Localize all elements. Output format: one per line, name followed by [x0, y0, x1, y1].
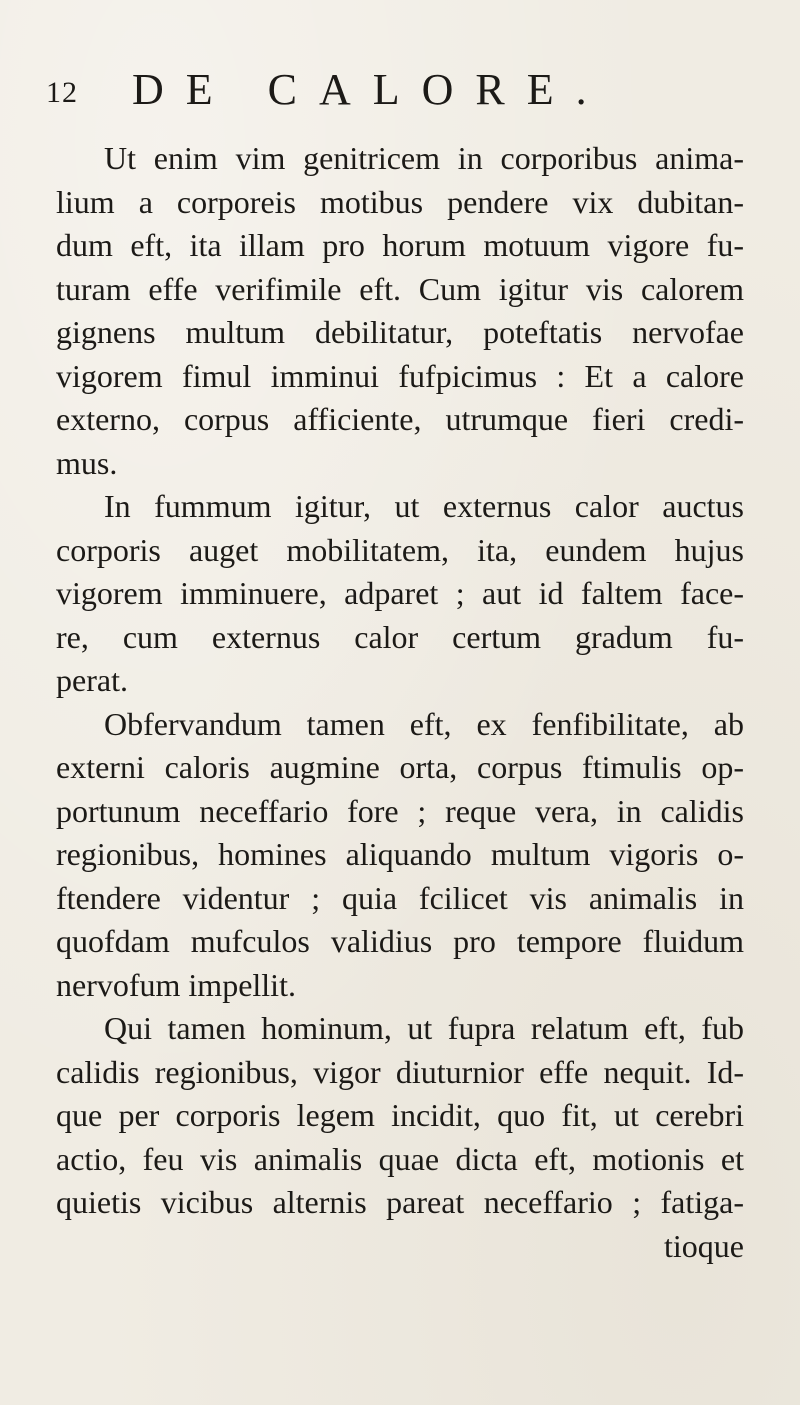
- text-line: In fummum igitur, ut externus calor auctus: [104, 488, 744, 524]
- text-line: Ut enim vim genitricem in corporibus anima-: [104, 140, 744, 176]
- text-line: corporis auget mobilitatem, ita, eundem hujus: [56, 531, 744, 568]
- text-line: ftendere videntur ; quia fcilicet vis animalis in: [56, 879, 744, 916]
- text-line: mus.: [56, 444, 118, 481]
- text-line: actio, feu vis animalis quae dicta eft, motionis et: [56, 1140, 744, 1177]
- text-line: portunum neceffario fore ; reque vera, in calidis: [56, 792, 744, 829]
- text-line: Obfervandum tamen eft, ex fenfibilitate, ab: [104, 705, 744, 742]
- text-line: externo, corpus afficiente, utrumque fieri credi-: [56, 401, 744, 437]
- body-text: [56, 137, 744, 1268]
- text-line: gignens multum debilitatur, poteftatis nervofae: [56, 314, 744, 350]
- text-line: re, cum externus calor certum gradum fu-: [56, 618, 744, 655]
- page-number: 12: [46, 76, 78, 109]
- text-line: quofdam mufculos validius pro tempore fluidum: [56, 923, 744, 959]
- text-line: lium a corporeis motibus pendere vix dubitan-: [56, 183, 744, 220]
- catchword: tioque: [664, 1227, 744, 1264]
- page-header: [46, 64, 766, 116]
- text-line: vigorem imminuere, adparet ; aut id faltem face-: [56, 575, 744, 611]
- text-line: turam effe verifimile eft. Cum igitur vis calorem: [56, 270, 744, 307]
- text-line: Qui tamen hominum, ut fupra relatum eft, fub: [104, 1010, 744, 1046]
- text-line: calidis regionibus, vigor diuturnior effe nequit. Id-: [56, 1053, 744, 1090]
- running-title: DE CALORE.: [132, 65, 609, 114]
- text-line: dum eft, ita illam pro horum motuum vigore fu-: [56, 227, 744, 263]
- text-line: que per corporis legem incidit, quo fit, ut cerebri: [56, 1097, 744, 1133]
- text-line: nervofum impellit.: [56, 966, 296, 1003]
- text-line: regionibus, homines aliquando multum vigoris o-: [56, 836, 744, 872]
- text-line: quietis vicibus alternis pareat neceffario ; fatiga-: [56, 1184, 744, 1220]
- text-line: externi caloris augmine orta, corpus ftimulis op-: [56, 749, 744, 785]
- text-line: perat.: [56, 662, 128, 698]
- text-line: vigorem fimul imminui fufpicimus : Et a calore: [56, 357, 744, 394]
